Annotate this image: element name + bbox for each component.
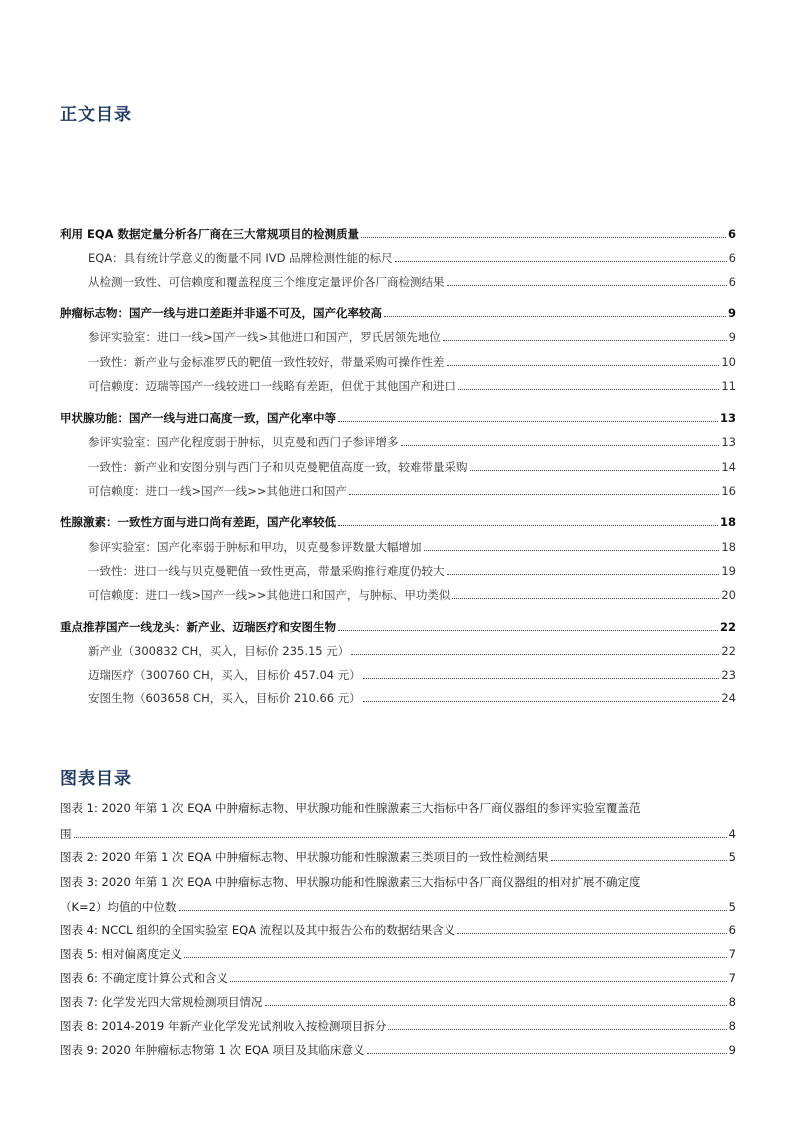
figure-entry-title: 图表 8: 2014-2019 年新产业化学发光试剂收入按检测项目拆分 [60, 1019, 387, 1033]
toc-entry-title: 安图生物（603658 CH，买入，目标价 210.66 元） [88, 691, 361, 705]
toc-entry[interactable] [88, 667, 736, 683]
figure-entry-4[interactable] [60, 922, 736, 938]
toc-entry[interactable] [60, 619, 736, 635]
toc-entry-title: 重点推荐国产一线龙头：新产业、迈瑞医疗和安图生物 [60, 620, 336, 634]
dot-leader [395, 261, 727, 262]
toc-entry-page: 18 [719, 515, 736, 529]
toc-entry[interactable] [60, 514, 736, 530]
toc-entry-title: 可信赖度：进口一线>国产一线>>其他进口和国产 [88, 484, 347, 498]
figure-entry-page: 7 [728, 947, 736, 961]
dot-leader [457, 933, 726, 934]
toc-entry-title: 可信赖度：迈瑞等国产一线较进口一线略有差距，但优于其他国产和进口 [88, 379, 456, 393]
figure-entry-2[interactable] [60, 849, 736, 865]
figure-entry-title: 图表 6: 不确定度计算公式和含义 [60, 971, 229, 985]
toc-entry-title: 参评实验室：国产化程度弱于肿标，贝克曼和西门子参评增多 [88, 435, 399, 449]
dot-leader [179, 910, 727, 911]
dot-leader [338, 421, 718, 422]
toc-entry[interactable] [88, 459, 736, 475]
figure-entry-title: 图表 5: 相对偏离度定义 [60, 947, 183, 961]
dot-leader [363, 701, 720, 702]
toc-entry-title: 新产业（300832 CH，买入，目标价 235.15 元） [88, 644, 350, 658]
dot-leader [338, 630, 718, 631]
toc-entry[interactable] [88, 483, 736, 499]
toc-entry-title: 一致性：新产业和安图分别与西门子和贝克曼靶值高度一致，较难带量采购 [88, 460, 468, 474]
dot-leader [184, 957, 727, 958]
dot-leader [551, 860, 727, 861]
figure-entry-title: （K=2）均值的中位数 [60, 900, 177, 914]
toc-entry-page: 6 [727, 227, 736, 241]
figure-entry-1[interactable] [60, 826, 736, 842]
figures-heading: 图表目录 [60, 769, 132, 789]
figure-entry-title: 图表 7: 化学发光四大常规检测项目情况 [60, 995, 263, 1009]
toc-entry[interactable] [88, 274, 736, 290]
toc-entry[interactable] [88, 587, 736, 603]
figure-entry-page: 9 [728, 1043, 736, 1057]
toc-entry[interactable] [88, 643, 736, 659]
toc-entry-page: 13 [719, 411, 736, 425]
toc-entry[interactable] [88, 563, 736, 579]
figure-entry-6[interactable] [60, 970, 736, 986]
toc-entry-page: 23 [721, 668, 736, 682]
toc-entry[interactable] [88, 434, 736, 450]
toc-entry[interactable] [88, 378, 736, 394]
figure-entry-page: 4 [728, 827, 736, 841]
figure-entry-3[interactable] [60, 899, 736, 915]
figure-entry-page: 5 [728, 900, 736, 914]
figure-entry-page: 8 [728, 1019, 736, 1033]
toc-entry-title: 性腺激素：一致性方面与进口尚有差距，国产化率较低 [60, 515, 336, 529]
figure-entry-title: 图表 4: NCCL 组织的全国实验室 EQA 流程以及其中报告公布的数据结果含义 [60, 923, 456, 937]
toc-entry-page: 16 [721, 484, 736, 498]
figure-entry-3-line-1[interactable]: 图表 3: 2020 年第 1 次 EQA 中肿瘤标志物、甲状腺功能和性腺激素三大指标中各厂商仪器组的相对扩展不确定度 [60, 875, 641, 889]
toc-entry-page: 10 [721, 355, 736, 369]
dot-leader [447, 285, 727, 286]
figure-entry-page: 6 [728, 923, 736, 937]
toc-entry-title: 甲状腺功能：国产一线与进口高度一致，国产化率中等 [60, 411, 336, 425]
dot-leader [230, 981, 727, 982]
toc-entry-title: EQA：具有统计学意义的衡量不同 IVD 品牌检测性能的标尺 [88, 251, 393, 265]
toc-entry-page: 9 [727, 306, 736, 320]
figure-entry-7[interactable] [60, 994, 736, 1010]
toc-entry-page: 22 [721, 644, 736, 658]
figure-entry-9[interactable] [60, 1042, 736, 1058]
dot-leader [384, 316, 726, 317]
dot-leader [74, 837, 727, 838]
dot-leader [401, 445, 720, 446]
toc-entry-title: 利用 EQA 数据定量分析各厂商在三大常规项目的检测质量 [60, 227, 360, 241]
toc-entry-page: 11 [721, 379, 736, 393]
toc-entry-title: 参评实验室：国产化率弱于肿标和甲功，贝克曼参评数量大幅增加 [88, 540, 422, 554]
toc-entry-title: 肿瘤标志物：国产一线与进口差距并非遥不可及，国产化率较高 [60, 306, 382, 320]
figure-entry-5[interactable] [60, 946, 736, 962]
toc-entry-page: 13 [721, 435, 736, 449]
toc-entry-title: 可信赖度：进口一线>国产一线>>其他进口和国产，与肿标、甲功类似 [88, 588, 451, 602]
toc-entry-title: 从检测一致性、可信赖度和覆盖程度三个维度定量评价各厂商检测结果 [88, 275, 445, 289]
toc-heading: 正文目录 [60, 105, 132, 125]
dot-leader [443, 340, 727, 341]
figure-entry-page: 5 [728, 850, 736, 864]
toc-entry-page: 19 [721, 564, 736, 578]
toc-entry[interactable] [88, 354, 736, 370]
toc-entry-page: 9 [728, 330, 736, 344]
dot-leader [338, 525, 718, 526]
toc-entry[interactable] [88, 539, 736, 555]
toc-entry-title: 参评实验室：进口一线>国产一线>其他进口和国产，罗氏居领先地位 [88, 330, 441, 344]
dot-leader [458, 389, 719, 390]
toc-entry-page: 6 [728, 251, 736, 265]
toc-entry-title: 一致性：新产业与金标准罗氏的靶值一致性较好，带量采购可操作性差 [88, 355, 445, 369]
dot-leader [452, 598, 719, 599]
figure-entry-title: 围 [60, 827, 72, 841]
toc-entry-title: 迈瑞医疗（300760 CH，买入，目标价 457.04 元） [88, 668, 361, 682]
toc-entry[interactable] [60, 305, 736, 321]
figure-entry-title: 图表 9: 2020 年肿瘤标志物第 1 次 EQA 项目及其临床意义 [60, 1043, 365, 1057]
toc-entry-page: 20 [721, 588, 736, 602]
figure-entry-1-line-1[interactable]: 图表 1: 2020 年第 1 次 EQA 中肿瘤标志物、甲状腺功能和性腺激素三大指标中各厂商仪器组的参评实验室覆盖范 [60, 801, 641, 815]
toc-entry[interactable] [88, 690, 736, 706]
dot-leader [363, 678, 720, 679]
dot-leader [424, 550, 720, 551]
toc-entry-page: 14 [721, 460, 736, 474]
dot-leader [367, 1053, 727, 1054]
dot-leader [388, 1029, 726, 1030]
figure-entry-8[interactable] [60, 1018, 736, 1034]
toc-entry[interactable] [88, 329, 736, 345]
dot-leader [265, 1005, 727, 1006]
figure-entry-page: 8 [728, 995, 736, 1009]
toc-entry[interactable] [88, 250, 736, 266]
dot-leader [470, 470, 720, 471]
toc-entry[interactable] [60, 226, 736, 242]
dot-leader [447, 365, 720, 366]
figure-entry-page: 7 [728, 971, 736, 985]
toc-entry-title: 一致性：进口一线与贝克曼靶值一致性更高，带量采购推行难度仍较大 [88, 564, 445, 578]
dot-leader [447, 574, 720, 575]
toc-entry[interactable] [60, 410, 736, 426]
dot-leader [349, 494, 719, 495]
toc-entry-page: 22 [719, 620, 736, 634]
dot-leader [361, 237, 726, 238]
toc-entry-page: 6 [728, 275, 736, 289]
dot-leader [351, 654, 719, 655]
toc-entry-page: 24 [721, 691, 736, 705]
figure-entry-title: 图表 2: 2020 年第 1 次 EQA 中肿瘤标志物、甲状腺功能和性腺激素三类项目的一致性检测结果 [60, 850, 549, 864]
toc-entry-page: 18 [721, 540, 736, 554]
